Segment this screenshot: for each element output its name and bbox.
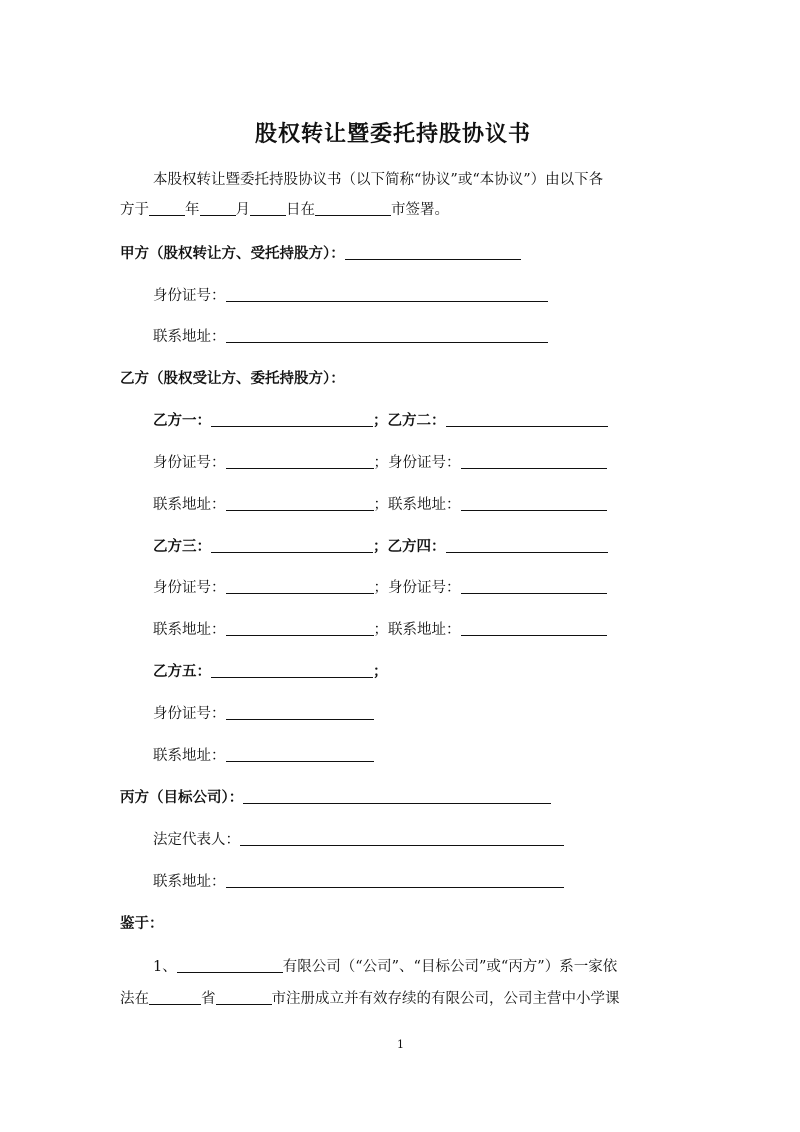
party-c-name-blank[interactable] <box>243 789 551 804</box>
party-b5-id-row <box>153 702 374 723</box>
whereas-heading: 鉴于： <box>120 915 164 932</box>
party-b3-addr-label: 联系地址： <box>153 622 226 638</box>
party-b3-id-row <box>153 576 607 597</box>
party-b1-addr-row <box>153 493 607 514</box>
party-b4-id-label: 身份证号： <box>388 580 461 596</box>
whereas-item-1-line-2 <box>120 987 620 1008</box>
party-b2-addr-blank[interactable] <box>461 496 607 511</box>
intro-day: 日在 <box>286 202 315 218</box>
party-b5-id-label: 身份证号： <box>153 706 226 722</box>
party-b3-addr-blank[interactable] <box>226 621 374 636</box>
party-b4-id-blank[interactable] <box>461 579 607 594</box>
party-b5-addr-blank[interactable] <box>226 747 374 762</box>
intro-year: 年 <box>185 202 200 218</box>
party-c-heading <box>120 786 551 807</box>
party-a-id-blank[interactable] <box>226 287 548 302</box>
year-blank[interactable] <box>149 201 185 216</box>
party-a-addr-label: 联系地址： <box>153 329 226 345</box>
whereas-item-1-b2: 省 <box>201 991 216 1007</box>
intro-line-2 <box>120 198 449 219</box>
city-reg-blank[interactable] <box>216 990 272 1005</box>
party-b1-label: 乙方一： <box>153 412 211 429</box>
whereas-item-1-text: 有限公司（“公司”、“目标公司”或“丙方”）系一家依 <box>282 959 618 975</box>
party-c-addr-row <box>153 870 564 891</box>
party-a-id-row <box>153 284 548 305</box>
party-b1-id-blank[interactable] <box>226 454 374 469</box>
party-b4-name-blank[interactable] <box>446 538 608 553</box>
party-b4-addr-blank[interactable] <box>461 621 607 636</box>
separator: ； <box>373 412 388 429</box>
party-b5-addr-row <box>153 744 374 765</box>
party-a-addr-blank[interactable] <box>226 328 548 343</box>
party-b2-id-label: 身份证号： <box>388 455 461 471</box>
party-a-id-label: 身份证号： <box>153 288 226 304</box>
party-c-label: 丙方（目标公司）： <box>120 789 244 806</box>
party-b1-id-label: 身份证号： <box>153 455 226 471</box>
party-b2-label: 乙方二： <box>387 412 446 429</box>
party-b4-label: 乙方四： <box>387 538 446 555</box>
party-a-label: 甲方（股权转让方、受托持股方）： <box>120 245 345 262</box>
whereas-item-1-line-1 <box>153 955 617 976</box>
party-b5-row <box>153 660 388 681</box>
party-b1-name-blank[interactable] <box>211 412 373 427</box>
party-b1-id-row <box>153 451 607 472</box>
document-title: 股权转让暨委托持股协议书 <box>255 121 532 147</box>
city-blank[interactable] <box>315 201 391 216</box>
province-blank[interactable] <box>149 990 201 1005</box>
party-b1-row <box>153 409 608 430</box>
intro-line-1: 本股权转让暨委托持股协议书（以下简称“协议”或“本协议”）由以下各 <box>153 172 604 188</box>
party-b4-addr-label: 联系地址： <box>388 622 461 638</box>
separator: ； <box>373 622 388 638</box>
party-c-rep-row <box>153 828 564 849</box>
party-b3-name-blank[interactable] <box>211 538 373 553</box>
party-b5-id-blank[interactable] <box>226 705 374 720</box>
party-c-rep-label: 法定代表人： <box>153 832 240 848</box>
party-b-heading: 乙方（股权受让方、委托持股方）： <box>120 370 345 387</box>
separator: ； <box>373 538 388 555</box>
party-a-name-blank[interactable] <box>345 245 521 260</box>
day-blank[interactable] <box>250 201 286 216</box>
whereas-item-1-b1: 法在 <box>120 991 149 1007</box>
party-c-addr-label: 联系地址： <box>153 874 226 890</box>
month-blank[interactable] <box>200 201 236 216</box>
whereas-item-1-b3: 市注册成立并有效存续的有限公司，公司主营中小学课 <box>271 991 620 1007</box>
party-b1-addr-blank[interactable] <box>226 496 374 511</box>
party-c-addr-blank[interactable] <box>226 873 564 888</box>
party-b5-label: 乙方五： <box>153 663 211 680</box>
party-b3-label: 乙方三： <box>153 538 211 555</box>
separator: ； <box>373 455 388 471</box>
party-b5-addr-label: 联系地址： <box>153 748 226 764</box>
party-b5-name-blank[interactable] <box>211 663 373 678</box>
intro-prefix: 方于 <box>120 202 149 218</box>
intro-month: 月 <box>235 202 250 218</box>
party-a-heading <box>120 242 521 263</box>
party-b2-id-blank[interactable] <box>461 454 607 469</box>
separator: ； <box>373 497 388 513</box>
party-b1-addr-label: 联系地址： <box>153 497 226 513</box>
separator: ； <box>373 580 388 596</box>
party-b2-addr-label: 联系地址： <box>388 497 461 513</box>
page-number: 1 <box>397 1038 404 1051</box>
whereas-item-number: 1、 <box>153 959 177 975</box>
party-b3-addr-row <box>153 618 607 639</box>
intro-suffix: 市签署。 <box>391 202 449 218</box>
party-b2-name-blank[interactable] <box>446 412 608 427</box>
party-a-addr-row <box>153 325 548 346</box>
party-b3-row <box>153 535 608 556</box>
party-c-rep-blank[interactable] <box>240 831 564 846</box>
separator: ； <box>373 663 388 680</box>
party-b3-id-label: 身份证号： <box>153 580 226 596</box>
party-b3-id-blank[interactable] <box>226 579 374 594</box>
company-name-blank[interactable] <box>177 958 283 973</box>
